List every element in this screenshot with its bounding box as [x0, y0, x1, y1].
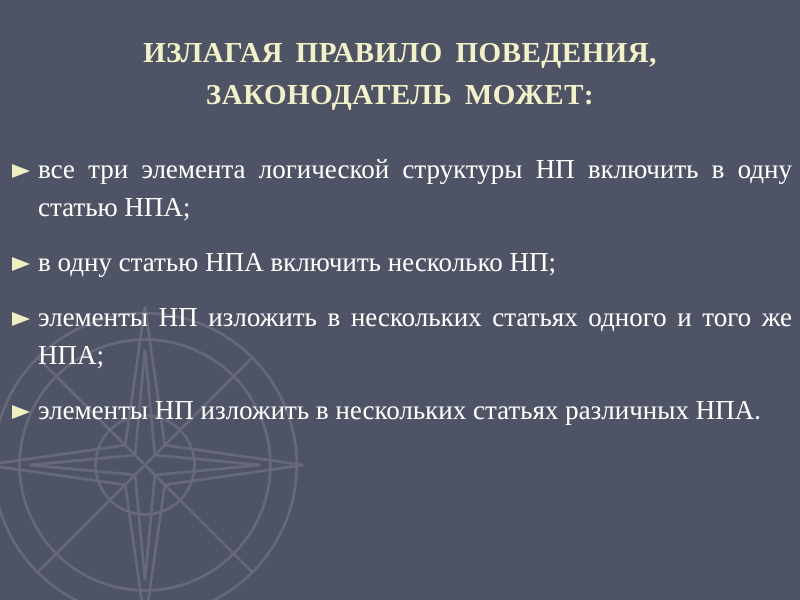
triangle-right-icon: [11, 243, 35, 281]
bullet-list: [10, 150, 792, 446]
triangle-right-icon: [11, 391, 35, 429]
slide-title-line-2: ЗАКОНОДАТЕЛЬ МОЖЕТ:: [205, 79, 595, 111]
bullet-text: элементы НП изложить в нескольких статьях одного и того же НПА;: [38, 302, 792, 370]
bullet-item-2: [10, 243, 792, 281]
slide-title: [40, 32, 760, 116]
triangle-right-icon: [11, 150, 35, 188]
slide-title-line-1: ИЗЛАГАЯ ПРАВИЛО ПОВЕДЕНИЯ,: [143, 37, 657, 69]
bullet-item-3: [10, 298, 792, 374]
bullet-text: элементы НП изложить в нескольких статьях различных НПА.: [38, 395, 761, 425]
triangle-right-icon: [11, 298, 35, 336]
bullet-text: в одну статью НПА включить несколько НП;: [38, 247, 556, 277]
bullet-item-1: [10, 150, 792, 226]
bullet-text: все три элемента логической структуры НП включить в одну статью НПА;: [38, 154, 792, 222]
bullet-item-4: [10, 391, 792, 429]
